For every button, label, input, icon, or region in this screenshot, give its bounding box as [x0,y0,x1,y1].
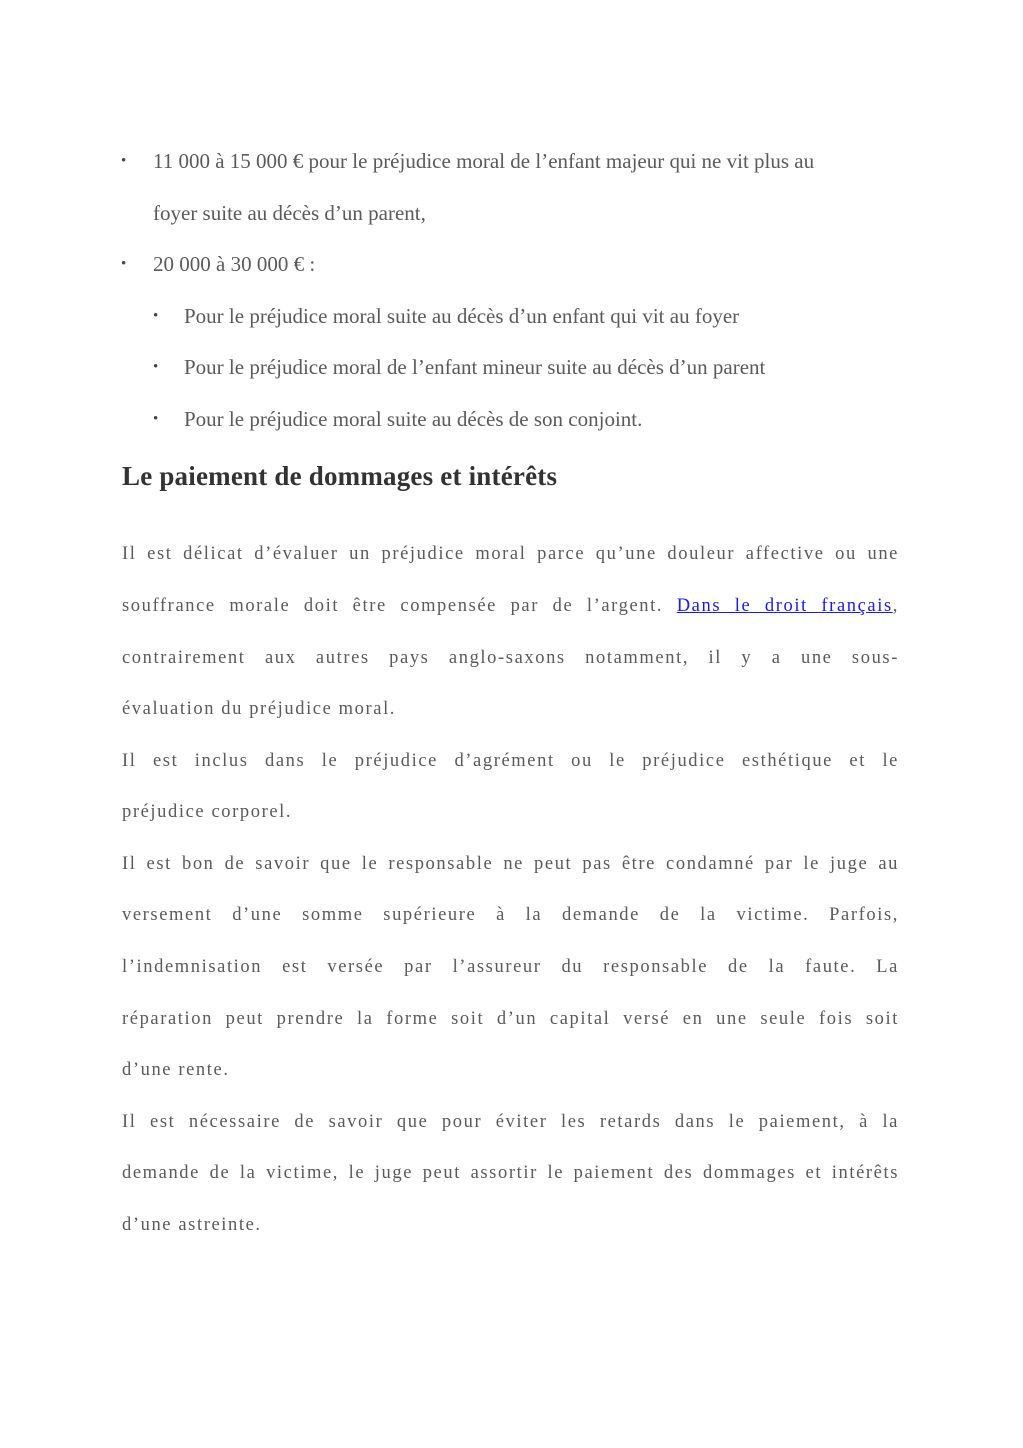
droit-francais-link[interactable]: Dans le droit français [676,596,893,616]
paragraph-1-line: évaluation du préjudice moral. [122,699,397,719]
bullet-icon: • [153,308,159,324]
paragraph-1-line [122,591,899,621]
paragraph-3-line: réparation peut prendre la forme soit d’un capital versé en une seule fois soit [122,1009,899,1029]
paragraph-3-line: Il est bon de savoir que le responsable ne peut pas être condamné par le juge au [122,854,899,874]
bullet-icon: • [121,256,127,272]
sub-list-item: Pour le préjudice moral suite au décès d’un enfant qui vit au foyer [184,304,740,328]
paragraph-text: , [892,596,899,616]
bullet-icon: • [153,359,159,375]
list-item-1-line-1: 11 000 à 15 000 € pour le préjudice moral de l’enfant majeur qui ne vit plus au [153,149,815,173]
list-item-1-line-2: foyer suite au décès d’un parent, [153,201,426,225]
paragraph-4-line: demande de la victime, le juge peut assortir le paiement des dommages et intérêts [122,1163,899,1183]
bullet-icon: • [121,153,127,169]
paragraph-2-line: Il est inclus dans le préjudice d’agrément ou le préjudice esthétique et le [122,751,899,771]
paragraph-3-line: l’indemnisation est versée par l’assureur du responsable de la faute. La [122,957,899,977]
paragraph-4-line: Il est nécessaire de savoir que pour éviter les retards dans le paiement, à la [122,1112,899,1132]
paragraph-1-line: contrairement aux autres pays anglo-saxons notamment, il y a une sous- [122,648,899,668]
list-item-2: 20 000 à 30 000 € : [153,252,316,276]
paragraph-3-line: versement d’une somme supérieure à la demande de la victime. Parfois, [122,905,899,925]
paragraph-4-line: d’une astreinte. [122,1215,262,1235]
paragraph-1-line: Il est délicat d’évaluer un préjudice moral parce qu’une douleur affective ou une [122,544,899,564]
paragraph-3-line: d’une rente. [122,1060,230,1080]
sub-list-item: Pour le préjudice moral de l’enfant mineur suite au décès d’un parent [184,355,766,379]
section-heading: Le paiement de dommages et intérêts [122,461,558,491]
sub-list-item: Pour le préjudice moral suite au décès de son conjoint. [184,407,643,431]
paragraph-text: souffrance morale doit être compensée par de l’argent. [122,596,677,616]
bullet-icon: • [153,411,159,427]
paragraph-2-line: préjudice corporel. [122,802,293,822]
